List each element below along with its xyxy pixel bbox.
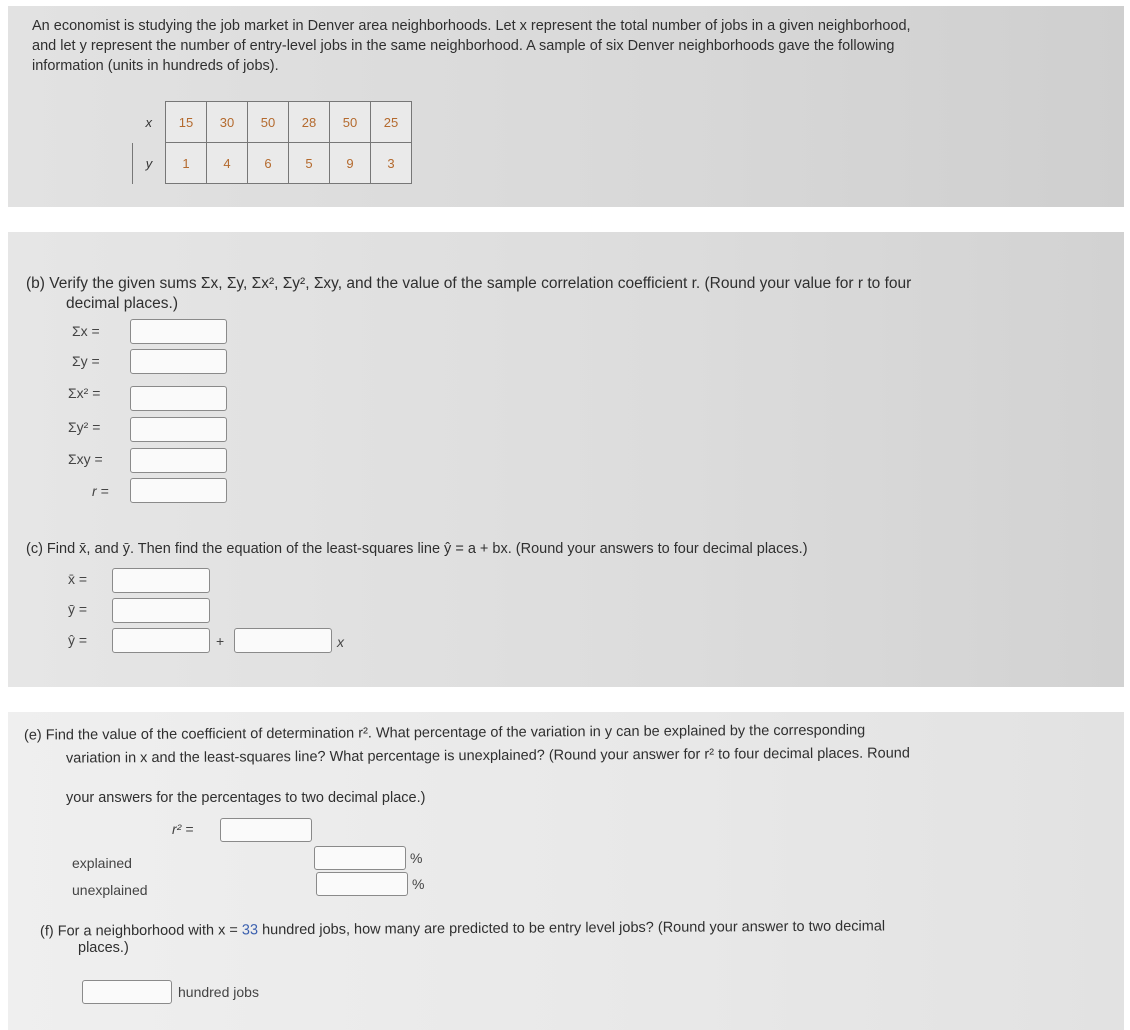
x-bar-input[interactable]: [112, 568, 210, 593]
x-value-2: 30: [207, 102, 248, 143]
part-c-line-1: (c) Find x̄, and ȳ. Then find the equation of the least-squares line ŷ = a + bx. (Round your answers to four decimal places.): [26, 541, 808, 557]
x-value-3: 50: [248, 102, 289, 143]
y-value-6: 3: [371, 143, 412, 184]
explained-percent-sign: %: [410, 850, 423, 866]
sum-x-label: Σx =: [72, 323, 100, 339]
x-value-5: 50: [330, 102, 371, 143]
intro-line-2: and let y represent the number of entry-level jobs in the same neighborhood. A sample of six Denver neighborhoods gave the following: [32, 38, 895, 54]
y-value-1: 1: [166, 143, 207, 184]
y-value-4: 5: [289, 143, 330, 184]
sum-xy-input[interactable]: [130, 448, 227, 473]
unexplained-percent-sign: %: [412, 876, 425, 892]
unexplained-label: unexplained: [72, 882, 148, 898]
sum-y-input[interactable]: [130, 349, 227, 374]
explained-percent-input[interactable]: [314, 846, 406, 870]
plus-sign: +: [216, 633, 225, 649]
y-value-2: 4: [207, 143, 248, 184]
part-f-prefix: (f) For a neighborhood with x =: [39, 922, 238, 940]
intro-line-1: An economist is studying the job market in Denver area neighborhoods. Let x represent the total number of jobs in a given neighborhood,: [32, 18, 911, 34]
slope-input[interactable]: [234, 628, 332, 653]
parts-b-c-panel: [8, 232, 1124, 687]
part-e-line-2: variation in x and the least-squares line? What percentage is unexplained? (Round your answer for r² to four decimal places. Round: [65, 745, 910, 767]
sum-x-squared-label: Σx² =: [68, 385, 101, 401]
predicted-jobs-input[interactable]: [82, 980, 172, 1004]
r-squared-label: r² =: [172, 821, 194, 837]
intro-line-3: information (units in hundreds of jobs).: [32, 58, 279, 74]
table-row-y: [133, 143, 412, 184]
part-e-line-3: your answers for the percentages to two decimal place.): [66, 790, 426, 806]
sum-y-squared-input[interactable]: [130, 417, 227, 442]
x-value-4: 28: [289, 102, 330, 143]
y-value-5: 9: [330, 143, 371, 184]
y-bar-input[interactable]: [112, 598, 210, 623]
y-bar-label: ȳ =: [68, 601, 88, 617]
sum-x-squared-input[interactable]: [130, 386, 227, 411]
x-label: x: [145, 114, 152, 130]
x-value-6: 25: [371, 102, 412, 143]
data-table: [132, 101, 412, 184]
part-b-line-1: (b) Verify the given sums Σx, Σy, Σx², Σy², Σxy, and the value of the sample correlation coefficient r. (Round your value for r to four: [26, 275, 912, 292]
part-e-line-1: (e) Find the value of the coefficient of determination r². What percentage of the variation in y can be explained by the corresponding: [23, 722, 866, 744]
sum-y-squared-label: Σy² =: [68, 419, 101, 435]
explained-label: explained: [72, 855, 132, 871]
x-value-1: 15: [166, 102, 207, 143]
table-row-x: [133, 102, 412, 143]
parts-e-f-panel: [8, 712, 1124, 1030]
sum-x-input[interactable]: [130, 319, 227, 344]
sum-xy-label: Σxy =: [68, 451, 103, 467]
part-f-line-2: places.): [78, 940, 129, 956]
problem-intro-panel: [8, 6, 1124, 207]
y-label: y: [133, 143, 166, 184]
part-f-x-value: 33: [241, 922, 259, 939]
r-input[interactable]: [130, 478, 227, 503]
x-bar-label: x̄ =: [68, 571, 88, 587]
sum-y-label: Σy =: [72, 353, 100, 369]
unexplained-percent-input[interactable]: [316, 872, 408, 896]
y-value-3: 6: [248, 143, 289, 184]
part-f-suffix: hundred jobs, how many are predicted to be entry level jobs? (Round your answer to two decimal: [262, 918, 886, 939]
hundred-jobs-unit: hundred jobs: [178, 984, 259, 1000]
y-hat-label: ŷ =: [68, 632, 88, 648]
part-f-line-1: [40, 916, 885, 941]
intercept-input[interactable]: [112, 628, 210, 653]
r-squared-input[interactable]: [220, 818, 312, 842]
r-label: r =: [92, 483, 109, 499]
x-variable-label: x: [337, 634, 344, 650]
part-b-line-2: decimal places.): [66, 295, 178, 312]
